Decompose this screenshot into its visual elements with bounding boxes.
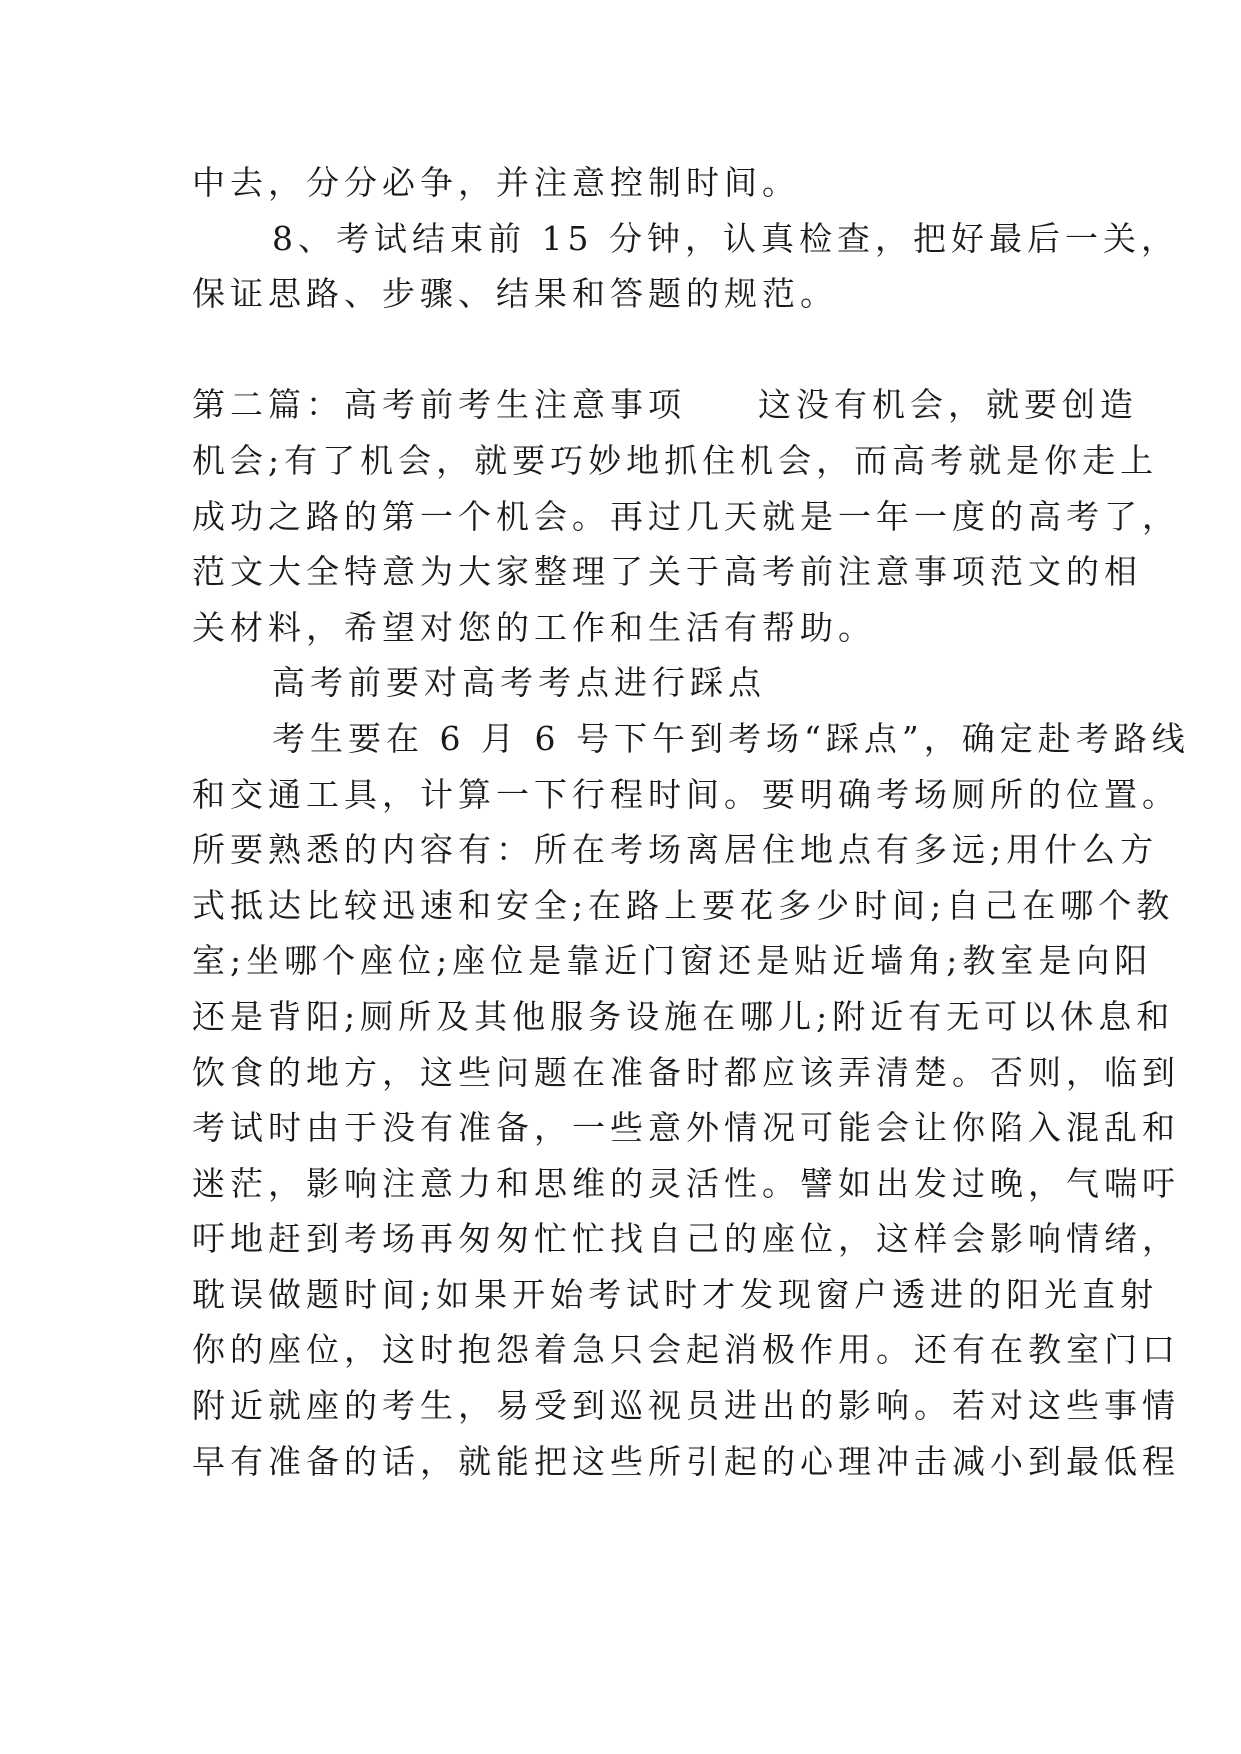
text-line: 迷茫，影响注意力和思维的灵活性。譬如出发过晚，气喘吁 bbox=[192, 1163, 1180, 1203]
text-line: 中去，分分必争，并注意控制时间。 bbox=[192, 163, 800, 202]
text-line: 8、考试结束前 15 分钟，认真检查，把好最后一关， bbox=[272, 218, 1179, 258]
text-line: 饮食的地方，这些问题在准备时都应该弄清楚。否则，临到 bbox=[192, 1052, 1180, 1092]
text-line: 还是背阳;厕所及其他服务设施在哪儿;附近有无可以休息和 bbox=[192, 996, 1175, 1036]
subheading: 高考前要对高考考点进行踩点 bbox=[272, 663, 766, 703]
text-line: 耽误做题时间;如果开始考试时才发现窗户透进的阳光直射 bbox=[192, 1274, 1159, 1314]
text-line: 考试时由于没有准备，一些意外情况可能会让你陷入混乱和 bbox=[192, 1108, 1180, 1148]
text-line: 保证思路、步骤、结果和答题的规范。 bbox=[192, 274, 838, 314]
text-line: 早有准备的话，就能把这些所引起的心理冲击减小到最低程 bbox=[192, 1441, 1180, 1481]
document-body bbox=[192, 155, 1190, 1489]
text-line: 关材料，希望对您的工作和生活有帮助。 bbox=[192, 607, 876, 647]
text-line: 范文大全特意为大家整理了关于高考前注意事项范文的相 bbox=[192, 552, 1142, 592]
text-line: 室;坐哪个座位;座位是靠近门窗还是贴近墙角;教室是向阳 bbox=[192, 941, 1153, 981]
section-heading-line bbox=[192, 377, 1138, 433]
section-heading: 第二篇：高考前考生注意事项 bbox=[192, 385, 686, 425]
text-line: 这没有机会，就要创造 bbox=[758, 385, 1138, 425]
text-line: 你的座位，这时抱怨着急只会起消极作用。还有在教室门口 bbox=[192, 1330, 1180, 1370]
text-line: 考生要在 6 月 6 号下午到考场“踩点”，确定赴考路线 bbox=[272, 718, 1190, 758]
text-line: 和交通工具，计算一下行程时间。要明确考场厕所的位置。 bbox=[192, 774, 1180, 814]
text-line: 吁地赶到考场再匆匆忙忙找自己的座位，这样会影响情绪， bbox=[192, 1219, 1180, 1259]
blank-line bbox=[192, 322, 1052, 378]
text-line: 成功之路的第一个机会。再过几天就是一年一度的高考了， bbox=[192, 496, 1180, 536]
text-line: 所要熟悉的内容有：所在考场离居住地点有多远;用什么方 bbox=[192, 830, 1159, 870]
text-line: 附近就座的考生，易受到巡视员进出的影响。若对这些事情 bbox=[192, 1386, 1180, 1426]
text-line: 机会;有了机会，就要巧妙地抓住机会，而高考就是你走上 bbox=[192, 440, 1159, 480]
text-line: 式抵达比较迅速和安全;在路上要花多少时间;自己在哪个教 bbox=[192, 885, 1175, 925]
